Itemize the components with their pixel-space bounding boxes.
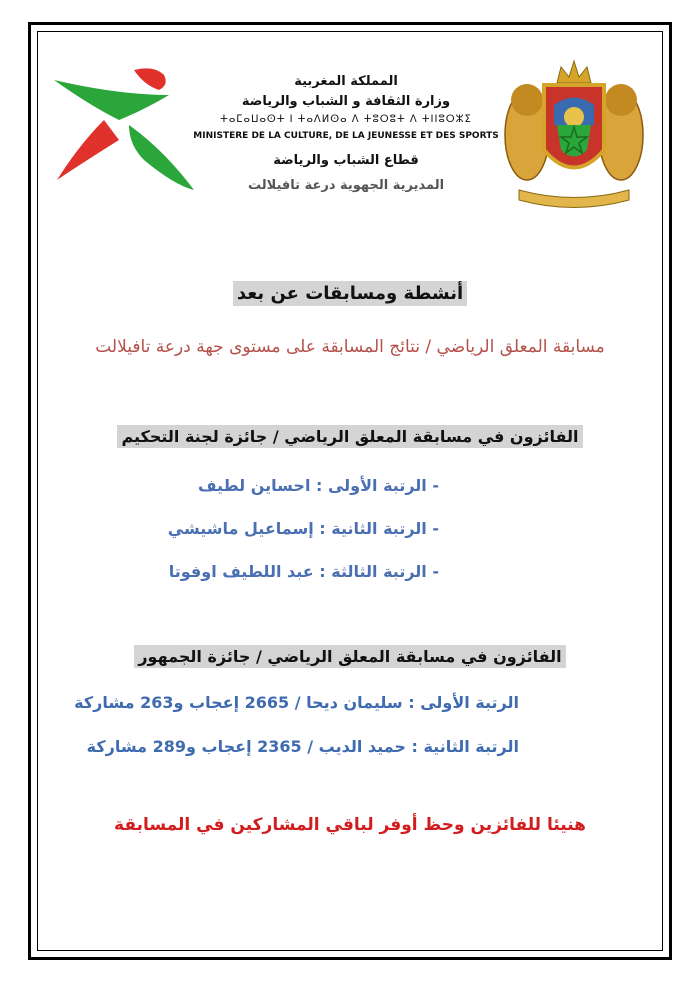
page-border <box>28 22 672 960</box>
ministry-tifinagh: ⵜⴰⵎⴰⵡⴰⵙⵜ ⵏ ⵜⴰⴷⵍⵙⴰ ⴷ ⵜⵓⵔⵓⵜ ⴷ ⵜⵏⵏⵓⵔⵣⵉ <box>220 114 472 125</box>
congratulations-message: هنيئا للفائزين وحظ أوفر لباقي المشاركين في المسابقة <box>114 815 586 835</box>
page-subtitle: مسابقة المعلق الرياضي / نتائج المسابقة على مستوى جهة درعة تافيلالت <box>95 337 605 357</box>
ministry-french: MINISTERE DE LA CULTURE, DE LA JEUNESSE ET DES SPORTS <box>193 131 499 141</box>
ministry-arabic: وزارة الثقافة و الشباب والرياضة <box>241 94 451 109</box>
public-prize-heading-text: الفائزون في مسابقة المعلق الرياضي / جائزة الجمهور <box>134 645 565 668</box>
page-title-text: أنشطة ومسابقات عن بعد <box>233 281 467 306</box>
directorate-label: المديرية الجهوية درعة تافيلالت <box>247 178 445 193</box>
jury-prize-heading <box>31 427 669 446</box>
sector-label: قطاع الشباب والرياضة <box>273 153 419 168</box>
jury-winner-2: - الرتبة الثانية : إسماعيل ماشيشي <box>167 519 439 538</box>
jury-prize-heading-text: الفائزون في مسابقة المعلق الرياضي / جائزة لجنة التحكيم <box>117 425 582 448</box>
moroccan-coat-of-arms <box>499 55 649 220</box>
public-prize-heading <box>31 647 669 666</box>
jury-winner-3: - الرتبة الثالثة : عبد اللطيف اوفوتا <box>168 562 439 581</box>
page-title <box>31 283 669 304</box>
public-winner-2: الرتبة الثانية : حميد الديب / 2365 إعجاب و289 مشاركة <box>86 737 519 756</box>
sports-ministry-logo <box>49 65 199 195</box>
ministry-header <box>181 72 511 198</box>
jury-winner-1: - الرتبة الأولى : احساين لطيف <box>197 476 439 495</box>
kingdom-label: المملكة المغربية <box>294 74 398 89</box>
public-winner-1: الرتبة الأولى : سليمان ديحا / 2665 إعجاب و263 مشاركة <box>74 693 519 712</box>
